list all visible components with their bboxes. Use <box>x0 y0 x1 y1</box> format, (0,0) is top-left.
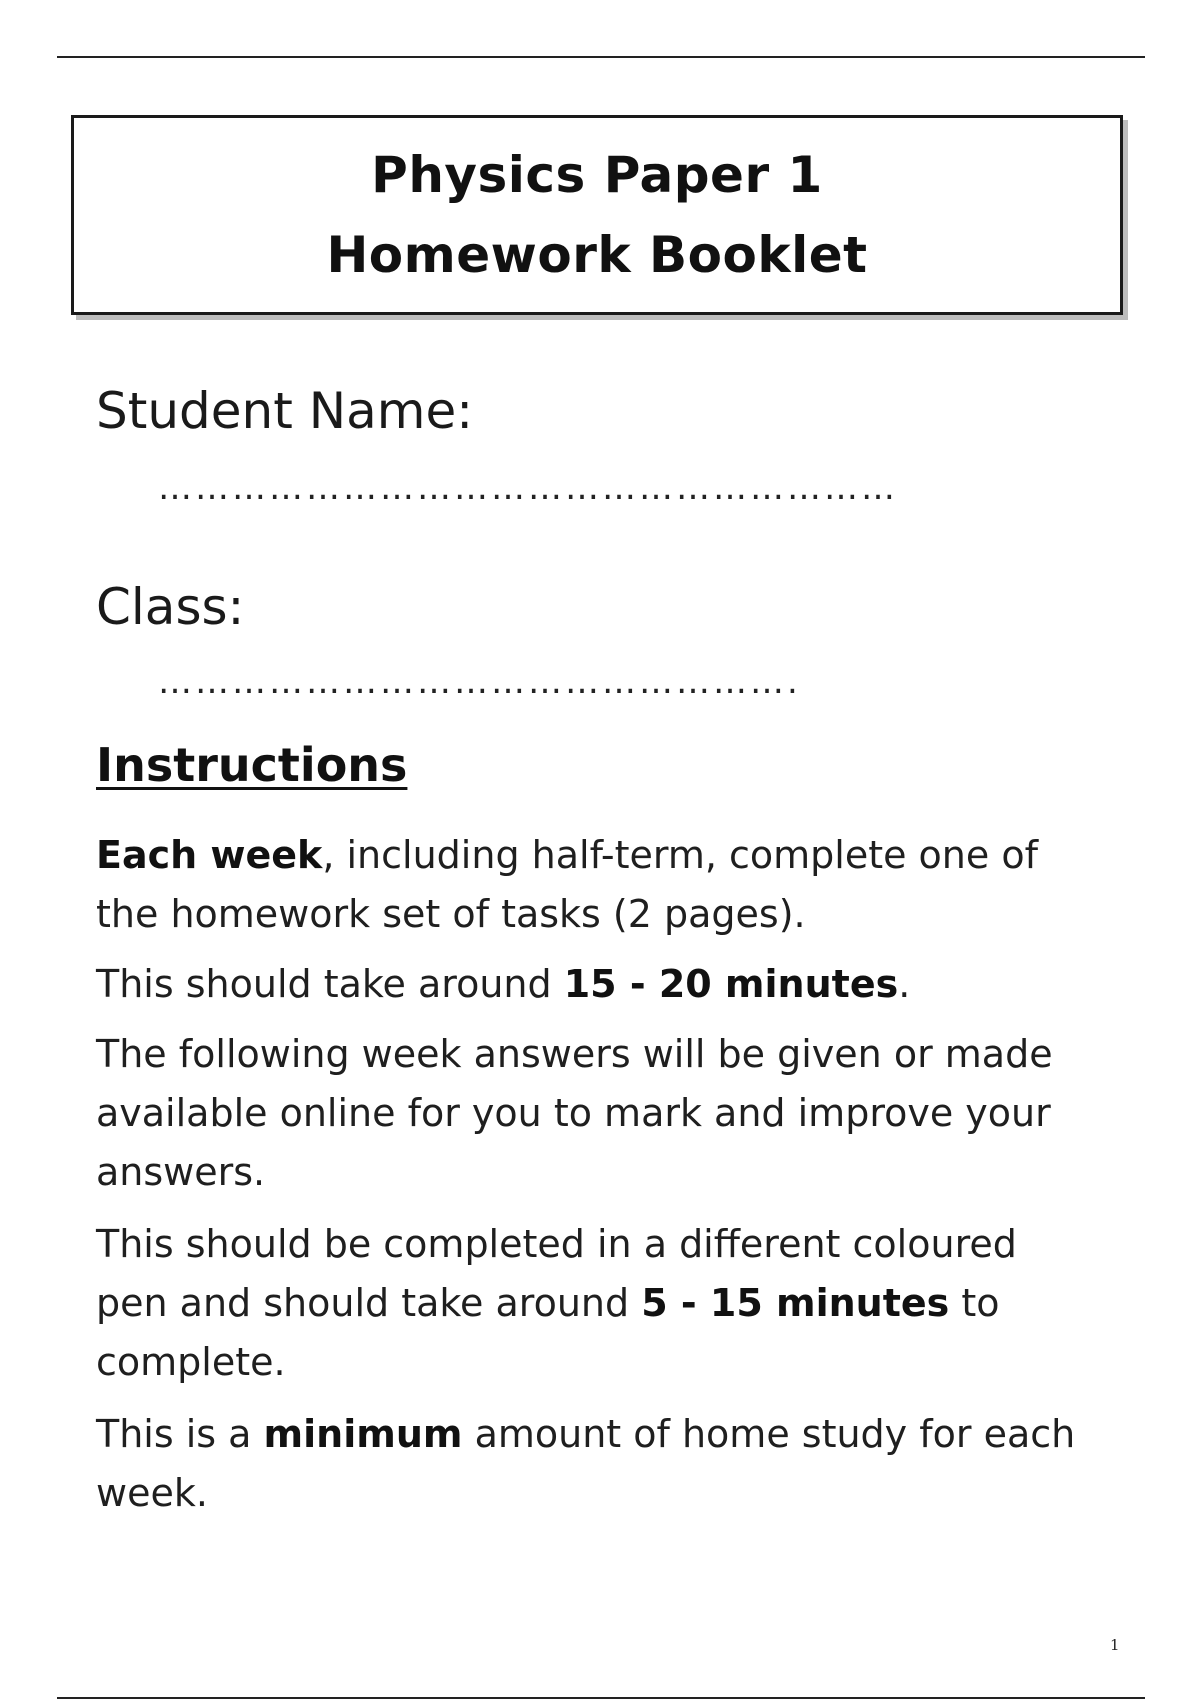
title-line-2: Homework Booklet <box>326 226 868 284</box>
p4-text-end: to complete. <box>96 1281 1000 1384</box>
p5-text-start: This is a <box>96 1412 264 1456</box>
bottom-rule <box>57 1697 1145 1699</box>
p1-text: , including half-term, complete one of the homework set of tasks (2 pages). <box>96 833 1038 936</box>
p2-duration-bold: 15 - 20 minutes <box>563 962 899 1006</box>
instruction-paragraph-3: The following week answers will be given or made available online for you to mark and improve your answers. <box>96 1032 1053 1194</box>
class-label: Class: <box>96 578 245 636</box>
p5-text-end: amount of home study for each week. <box>96 1412 1076 1515</box>
p2-text-start: This should take around <box>96 962 564 1006</box>
top-rule <box>57 56 1145 58</box>
p4-duration-bold: 5 - 15 minutes <box>641 1281 950 1325</box>
instruction-paragraph-2 <box>96 955 1096 1014</box>
page-number: 1 <box>1110 1636 1120 1654</box>
p4-text-start: This should be completed in a different coloured pen and should take around <box>96 1222 1017 1325</box>
each-week-bold: Each week <box>96 833 323 877</box>
p2-text-end: . <box>898 962 911 1006</box>
instruction-paragraph-5 <box>96 1405 1096 1523</box>
instructions-heading: Instructions <box>96 738 408 792</box>
title-box <box>71 115 1123 315</box>
class-dotted-line[interactable]: ……………………………………………. <box>158 662 801 702</box>
instruction-paragraph-1 <box>96 826 1096 944</box>
title-line-1: Physics Paper 1 <box>371 146 823 204</box>
student-name-label: Student Name: <box>96 382 474 440</box>
student-name-dotted-line[interactable]: …………………………………………………… <box>158 468 898 508</box>
minimum-bold: minimum <box>263 1412 463 1456</box>
instruction-paragraph-4 <box>96 1215 1096 1392</box>
